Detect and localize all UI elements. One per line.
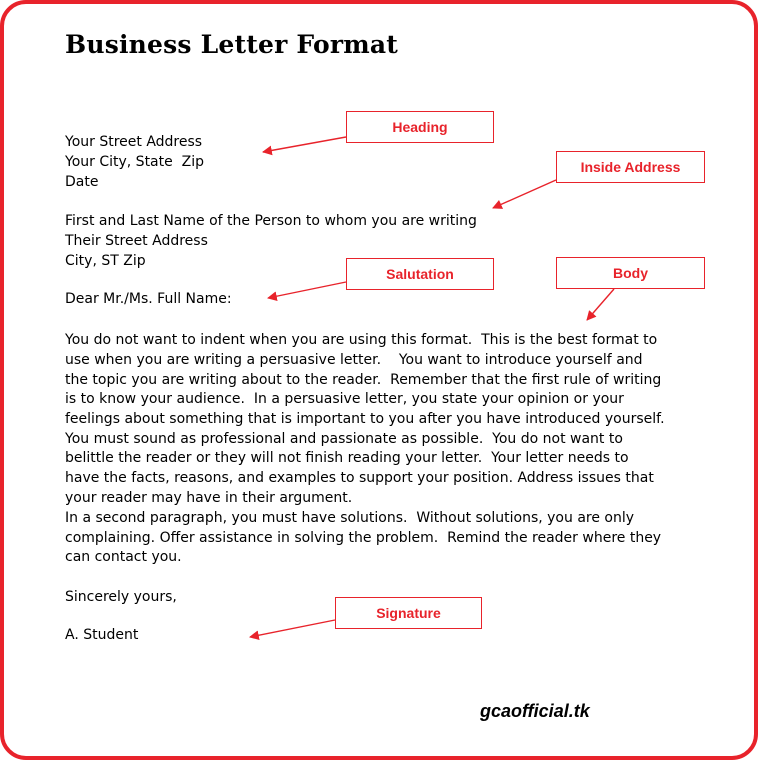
heading-arrow [263, 137, 346, 152]
body-line: complaining. Offer assistance in solving the problem. Remind the reader where they [65, 530, 662, 546]
body-line: belittle the reader or they will not finish reading your letter. Your letter needs to [65, 450, 629, 466]
salutation-text: Dear Mr./Ms. Full Name: [65, 291, 232, 307]
inside-address-street: Their Street Address [65, 233, 208, 249]
salutation-label: Salutation [346, 258, 494, 290]
body-line: You do not want to indent when you are using this format. This is the best format to [65, 332, 658, 348]
body-line: feelings about something that is important to you after you have introduced yourself. [65, 411, 665, 427]
body-line: You must sound as professional and passionate as possible. You do not want to [65, 431, 623, 447]
closing-text: Sincerely yours, [65, 589, 177, 605]
body-line: the topic you are writing about to the reader. Remember that the first rule of writing [65, 372, 662, 388]
heading-label: Heading [346, 111, 494, 143]
inside-address-name: First and Last Name of the Person to whom you are writing [65, 213, 477, 229]
body-line: In a second paragraph, you must have solutions. Without solutions, you are only [65, 510, 635, 526]
inside-address-city: City, ST Zip [65, 253, 146, 269]
signature-label: Signature [335, 597, 482, 629]
body-label: Body [556, 257, 705, 289]
signature-name: A. Student [65, 627, 139, 643]
heading-street: Your Street Address [65, 134, 203, 150]
page-title: Business Letter Format [65, 30, 399, 59]
body-line: your reader may have in their argument. [65, 490, 353, 506]
body-line: can contact you. [65, 549, 182, 565]
body-line: is to know your audience. In a persuasive letter, you state your opinion or your [65, 391, 624, 407]
heading-date: Date [65, 174, 99, 190]
body-line: have the facts, reasons, and examples to support your position. Address issues that [65, 470, 654, 486]
signature-arrow [250, 620, 335, 637]
watermark-text: gcaofficial.tk [480, 701, 590, 721]
inside-address-label: Inside Address [556, 151, 705, 183]
inside-address-arrow [493, 180, 556, 208]
heading-city: Your City, State Zip [65, 154, 205, 170]
salutation-arrow [268, 282, 346, 298]
body-line: use when you are writing a persuasive letter. You want to introduce yourself and [65, 352, 643, 368]
body-arrow [587, 289, 614, 320]
